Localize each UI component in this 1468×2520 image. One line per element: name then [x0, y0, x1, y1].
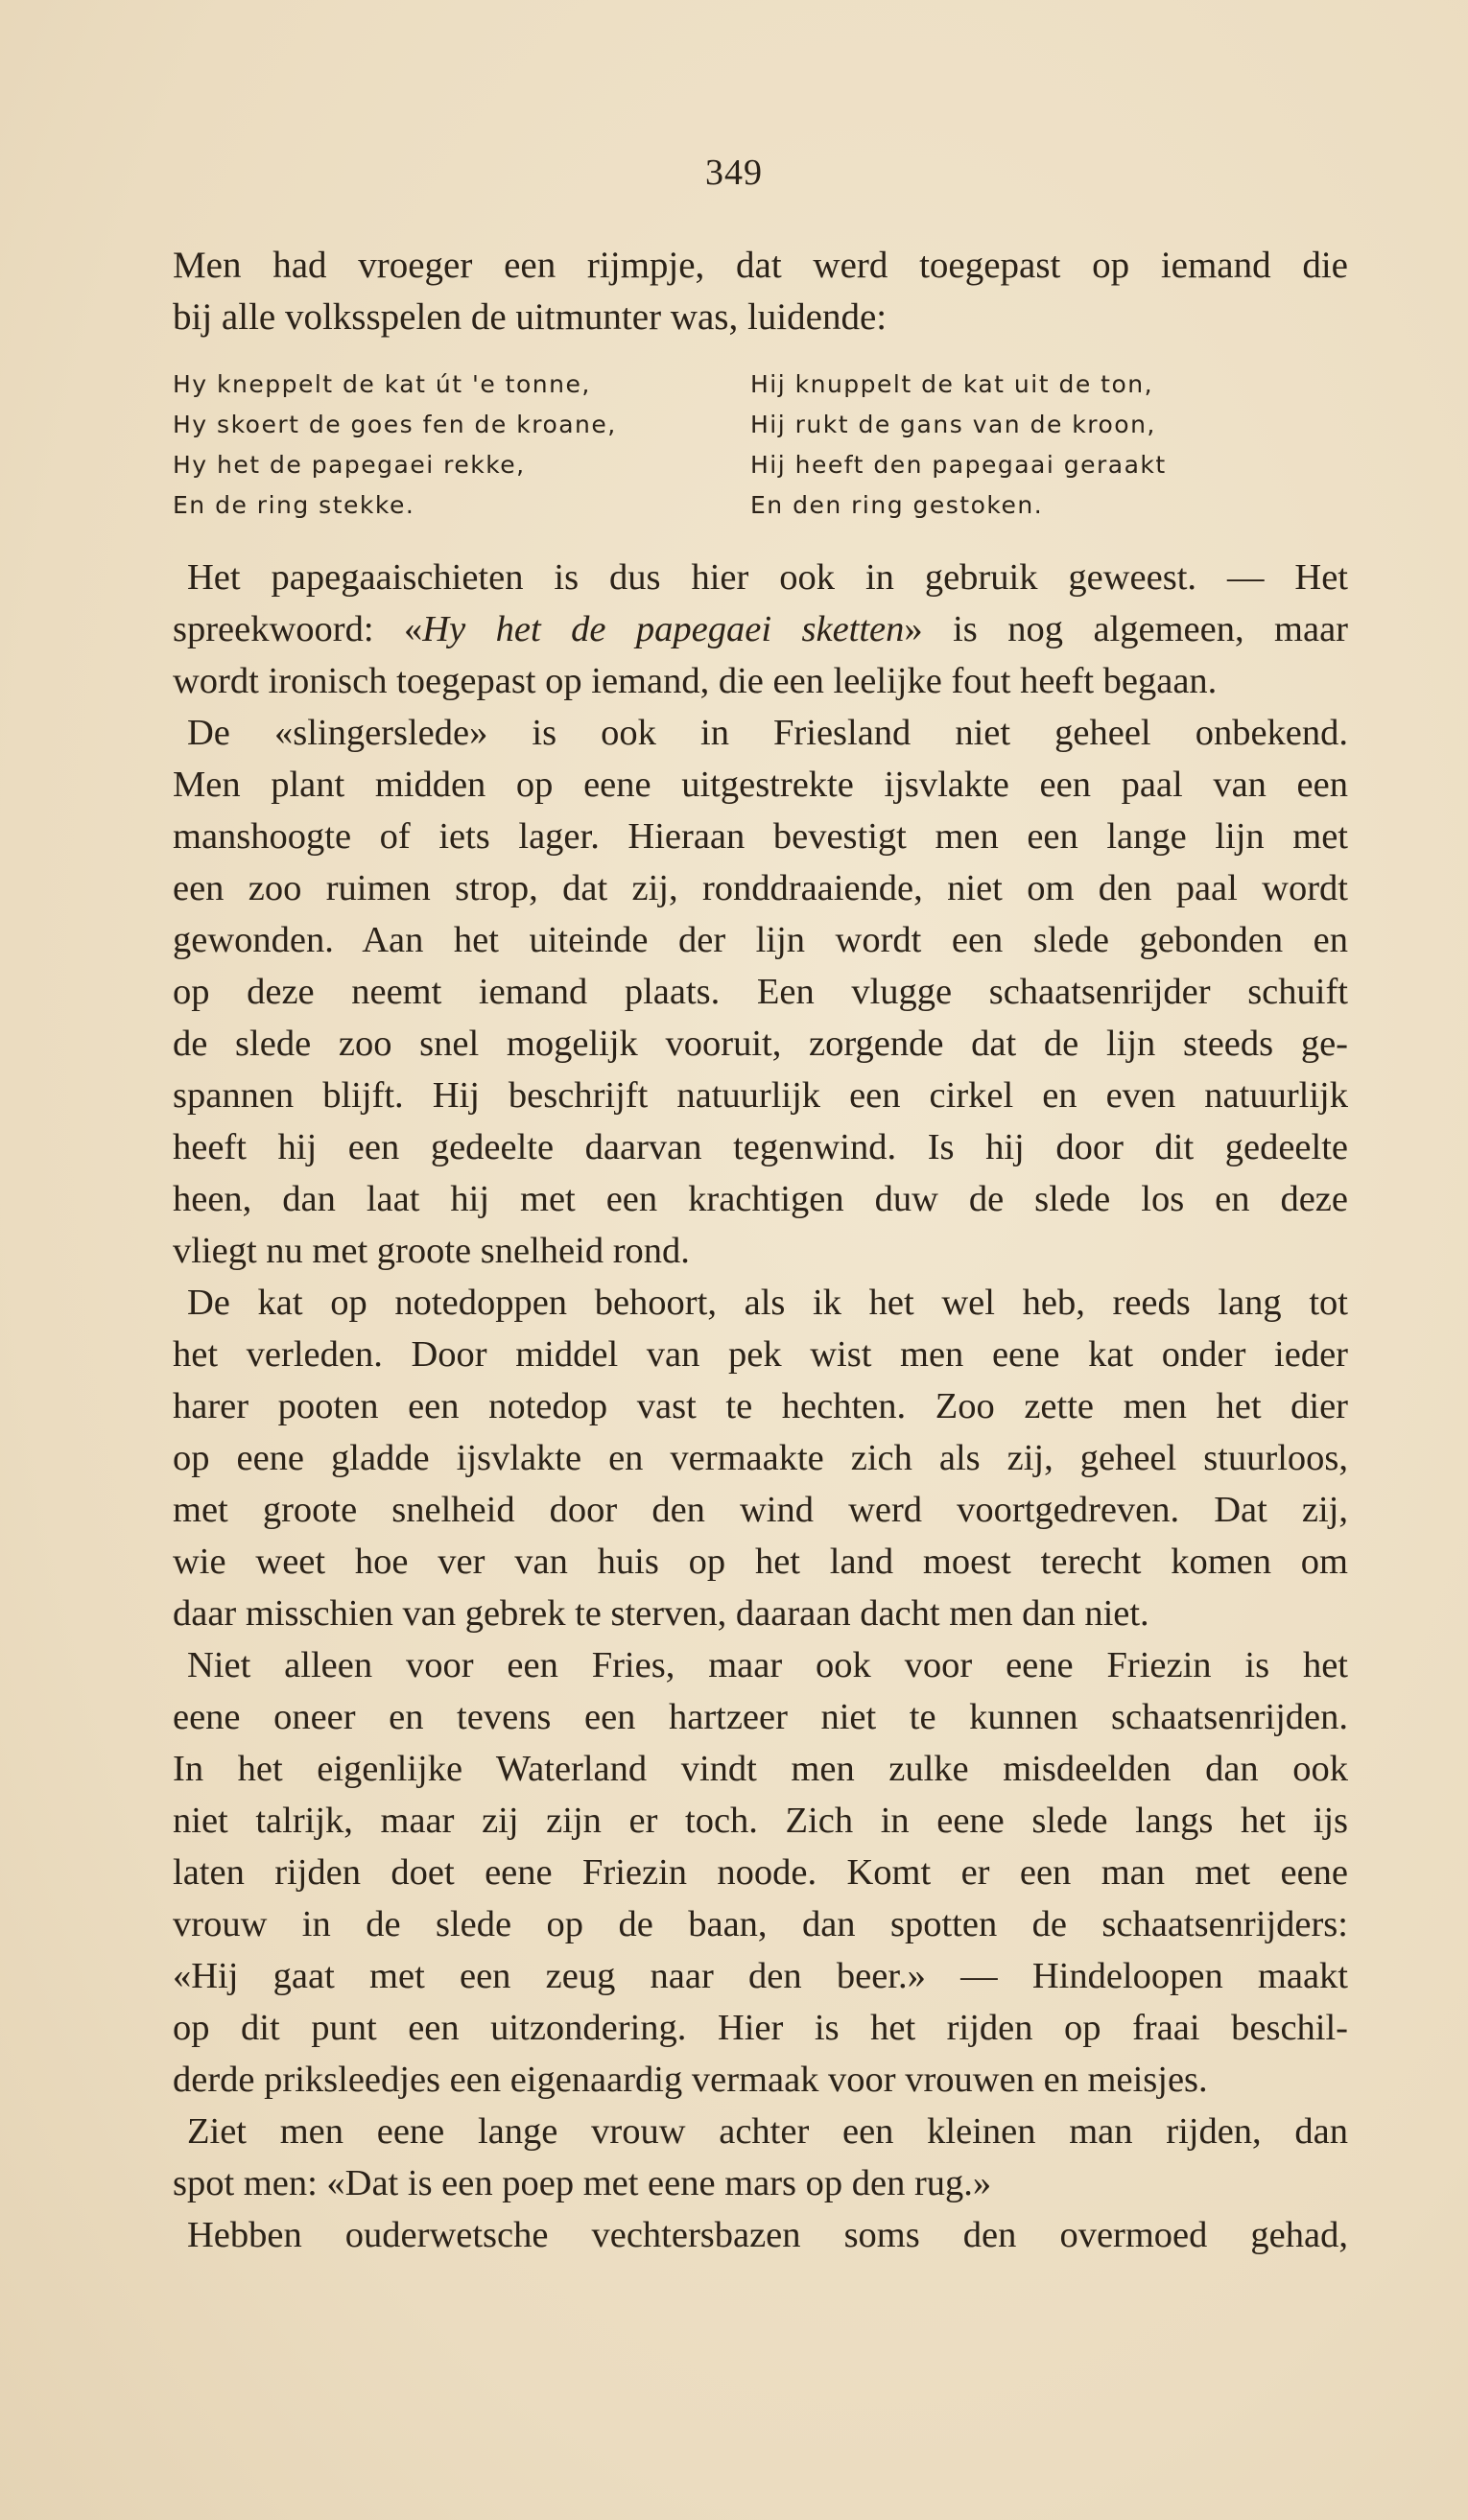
text-line: op dit punt een uitzondering. Hier is het rijden op fraai beschil-	[173, 2008, 1348, 2048]
text-line: Ziet men eene lange vrouw achter een kleinen man rijden, dan	[187, 2111, 1348, 2152]
text-line: De «slingerslede» is ook in Friesland niet geheel onbekend.	[187, 713, 1348, 753]
text-line: laten rijden doet eene Friezin noode. Komt er een man met eene	[173, 1852, 1348, 1893]
text-line: bij alle volksspelen de uitmunter was, luidende:	[173, 296, 888, 338]
text-line: spannen blijft. Hij beschrijft natuurlijk een cirkel en even natuurlijk	[173, 1075, 1348, 1116]
text-line: spot men: «Dat is een poep met eene mars op den rug.»	[173, 2163, 992, 2203]
verse-line: En de ring stekke.	[173, 491, 415, 519]
verse-dutch	[750, 365, 1167, 526]
text-line: wordt ironisch toegepast op iemand, die een leelijke fout heeft begaan.	[173, 661, 1218, 701]
text-line: Men plant midden op eene uitgestrekte ijsvlakte een paal van een	[173, 765, 1348, 805]
text-line: een zoo ruimen strop, dat zij, ronddraaiende, niet om den paal wordt	[173, 868, 1348, 908]
text-line: Niet alleen voor een Fries, maar ook voor eene Friezin is het	[187, 1645, 1348, 1685]
verse-line: Hij rukt de gans van de kroon,	[750, 411, 1156, 438]
page-number: 349	[705, 153, 763, 193]
verse-line: Hij knuppelt de kat uit de ton,	[750, 370, 1154, 398]
text-line: In het eigenlijke Waterland vindt men zulke misdeelden dan ook	[173, 1749, 1348, 1789]
verse-frisian	[173, 365, 617, 526]
body-text	[173, 552, 1348, 2261]
text-line	[173, 603, 1348, 655]
text-line: vliegt nu met groote snelheid rond.	[173, 1231, 690, 1271]
text-line: manshoogte of iets lager. Hieraan bevestigt men een lange lijn met	[173, 816, 1348, 857]
text-line: Het papegaaischieten is dus hier ook in gebruik geweest. — Het	[187, 557, 1348, 598]
text-line: eene oneer en tevens een hartzeer niet te kunnen schaatsenrijden.	[173, 1697, 1348, 1737]
verse-line: Hij heeft den papegaai geraakt	[750, 451, 1167, 479]
verse-line: En den ring gestoken.	[750, 491, 1044, 519]
text-line: vrouw in de slede op de baan, dan spotten de schaatsenrijders:	[173, 1904, 1348, 1944]
verse-line: Hy skoert de goes fen de kroane,	[173, 411, 617, 438]
text-line: wie weet hoe ver van huis op het land moest terecht komen om	[173, 1542, 1348, 1582]
text-line: op deze neemt iemand plaats. Een vlugge schaatsenrijder schuift	[173, 972, 1348, 1012]
verse-line: Hy kneppelt de kat út 'e tonne,	[173, 370, 591, 398]
text-line: De kat op notedoppen behoort, als ik het wel heb, reeds lang tot	[187, 1283, 1348, 1323]
text-run: spreekwoord: «	[173, 609, 423, 649]
text-line: heeft hij een gedeelte daarvan tegenwind. Is hij door dit gedeelte	[173, 1127, 1348, 1167]
italic-proverb: Hy het de papegaei sketten	[422, 609, 905, 649]
text-line: op eene gladde ijsvlakte en vermaakte zich als zij, geheel stuurloos,	[173, 1438, 1348, 1478]
text-line: heen, dan laat hij met een krachtigen duw de slede los en deze	[173, 1179, 1348, 1219]
text-line: «Hij gaat met een zeug naar den beer.» — Hindeloopen maakt	[173, 1956, 1348, 1996]
text-run: » is nog algemeen, maar	[904, 609, 1348, 649]
verse-line: Hy het de papegaei rekke,	[173, 451, 526, 479]
text-line: gewonden. Aan het uiteinde der lijn wordt een slede gebonden en	[173, 920, 1348, 960]
text-line: Hebben ouderwetsche vechtersbazen soms den overmoed gehad,	[187, 2215, 1348, 2255]
text-line: de slede zoo snel mogelijk vooruit, zorgende dat de lijn steeds ge-	[173, 1024, 1348, 1064]
text-line: met groote snelheid door den wind werd voortgedreven. Dat zij,	[173, 1490, 1348, 1530]
text-line: Men had vroeger een rijmpje, dat werd toegepast op iemand die	[173, 245, 1348, 286]
intro-paragraph	[173, 240, 1348, 343]
text-line: daar misschien van gebrek te sterven, daaraan dacht men dan niet.	[173, 1593, 1149, 1634]
text-line: harer pooten een notedop vast te hechten. Zoo zette men het dier	[173, 1386, 1348, 1426]
text-line: niet talrijk, maar zij zijn er toch. Zich in eene slede langs het ijs	[173, 1801, 1348, 1841]
text-line: derde priksleedjes een eigenaardig vermaak voor vrouwen en meisjes.	[173, 2060, 1208, 2100]
text-line: het verleden. Door middel van pek wist men eene kat onder ieder	[173, 1334, 1348, 1375]
